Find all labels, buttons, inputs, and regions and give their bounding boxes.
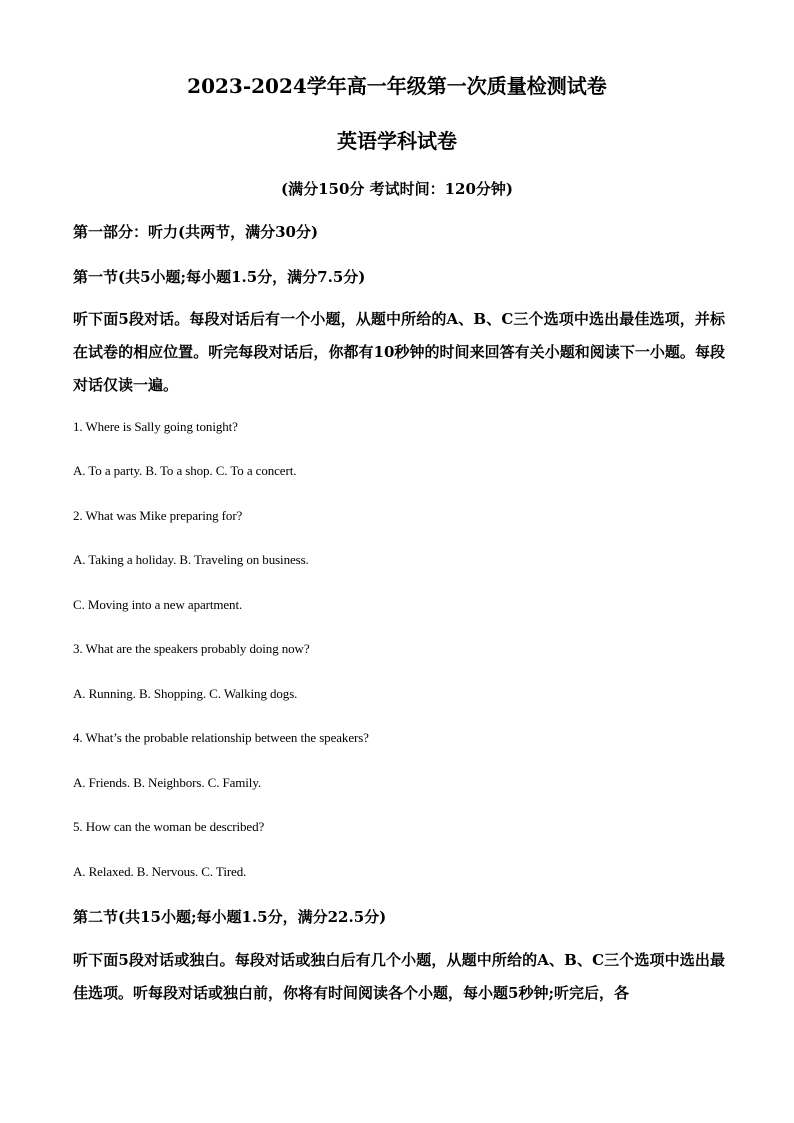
question-1: 1. Where is Sally going tonight? (73, 419, 238, 434)
question-1-options: A. To a party. B. To a shop. C. To a concert. (73, 463, 297, 478)
question-5: 5. How can the woman be described? (73, 819, 265, 834)
section1-heading: 第一节(共5小题;每小题1.5分，满分7.5分) (73, 268, 366, 286)
question-3: 3. What are the speakers probably doing now? (73, 641, 310, 656)
section2-instructions: 听下面5段对话或独白。每段对话或独白后有几个小题，从题中所给的A、B、C三个选项中选出最佳选项。听每段对话或独白前，你将有时间阅读各个小题，每小题5秒钟;听完后，各 (73, 951, 725, 1002)
question-2-options: A. Taking a holiday. B. Traveling on business. (73, 552, 309, 567)
exam-info: (满分150分 考试时间：120分钟) (280, 180, 514, 198)
part1-heading: 第一部分：听力(共两节，满分30分) (73, 223, 319, 241)
exam-title: 2023-2024学年高一年级第一次质量检测试卷 (187, 74, 607, 98)
question-4: 4. What’s the probable relationship between the speakers? (73, 730, 369, 745)
question-4-options: A. Friends. B. Neighbors. C. Family. (73, 775, 262, 790)
section2-heading: 第二节(共15小题;每小题1.5分，满分22.5分) (73, 908, 387, 926)
question-5-options: A. Relaxed. B. Nervous. C. Tired. (73, 864, 247, 879)
question-2-option-c: C. Moving into a new apartment. (73, 597, 243, 612)
subject-title: 英语学科试卷 (337, 129, 457, 153)
question-2: 2. What was Mike preparing for? (73, 508, 243, 523)
question-3-options: A. Running. B. Shopping. C. Walking dogs. (73, 686, 298, 701)
section1-instructions: 听下面5段对话。每段对话后有一个小题，从题中所给的A、B、C三个选项中选出最佳选项，并标在试卷的相应位置。听完每段对话后，你都有10秒钟的时间来回答有关小题和阅读下一小题。每段对话仅读一遍。 (73, 310, 725, 394)
